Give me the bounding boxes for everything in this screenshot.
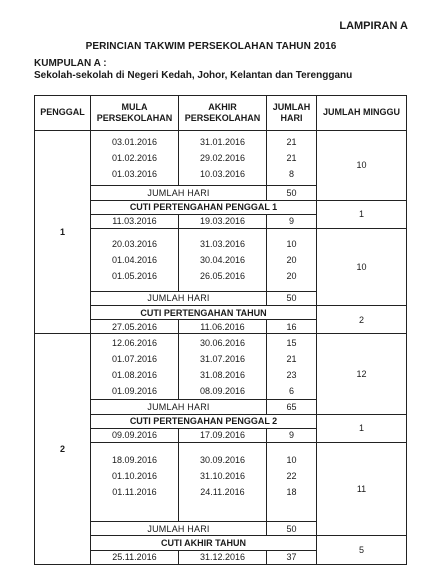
date: 01.07.2016 bbox=[111, 353, 158, 364]
header-jumlah-minggu: JUMLAH MINGGU bbox=[317, 96, 407, 131]
day-count: 21 bbox=[286, 353, 297, 364]
mula-cell bbox=[91, 443, 179, 522]
break-title: CUTI AKHIR TAHUN bbox=[91, 536, 317, 550]
date: 20.03.2016 bbox=[111, 238, 158, 249]
minggu-cell: 11 bbox=[317, 443, 407, 536]
day-count: 8 bbox=[288, 168, 294, 179]
akhir-cell bbox=[179, 228, 267, 291]
date: 24.11.2016 bbox=[200, 487, 245, 498]
minggu-cell: 5 bbox=[317, 536, 407, 565]
date: 30.06.2016 bbox=[199, 337, 246, 348]
states-subtitle: Sekolah-sekolah di Negeri Kedah, Johor, Kelantan dan Terengganu bbox=[34, 70, 353, 81]
break-title: CUTI PERTENGAHAN PENGGAL 1 bbox=[91, 200, 317, 214]
table-row bbox=[35, 334, 407, 400]
hari-cell bbox=[267, 130, 317, 186]
day-count: 20 bbox=[286, 254, 297, 265]
header-mula: MULA PERSEKOLAHAN bbox=[91, 96, 179, 131]
date: 01.09.2016 bbox=[111, 385, 158, 396]
break-title-row bbox=[35, 536, 407, 550]
date: 09.09.2016 bbox=[91, 428, 179, 442]
akhir-cell bbox=[179, 443, 267, 522]
day-count: 22 bbox=[286, 471, 297, 482]
date: 25.11.2016 bbox=[91, 550, 179, 564]
table-row bbox=[35, 130, 407, 186]
day-count: 9 bbox=[267, 214, 317, 228]
date: 18.09.2016 bbox=[111, 455, 158, 466]
jumlah-hari-label: JUMLAH HARI bbox=[91, 186, 267, 200]
day-count: 23 bbox=[286, 369, 297, 380]
date: 08.09.2016 bbox=[199, 385, 246, 396]
date: 01.11.2016 bbox=[112, 487, 157, 498]
day-count: 20 bbox=[286, 270, 297, 281]
penggal-2-cell: 2 bbox=[35, 334, 91, 565]
kumpulan-label: KUMPULAN A : bbox=[34, 58, 107, 69]
table-row bbox=[35, 228, 407, 291]
day-count: 10 bbox=[286, 238, 297, 249]
minggu-cell: 1 bbox=[317, 414, 407, 442]
date: 31.10.2016 bbox=[199, 471, 246, 482]
date: 01.02.2016 bbox=[111, 152, 158, 163]
table-row bbox=[35, 443, 407, 522]
day-count: 9 bbox=[267, 428, 317, 442]
header-jumlah-hari: JUMLAH HARI bbox=[267, 96, 317, 131]
break-title-row bbox=[35, 306, 407, 320]
date: 29.02.2016 bbox=[199, 152, 246, 163]
penggal-1-cell: 1 bbox=[35, 130, 91, 334]
date: 01.03.2016 bbox=[111, 168, 158, 179]
minggu-cell: 2 bbox=[317, 306, 407, 334]
day-count: 21 bbox=[286, 152, 297, 163]
hari-cell bbox=[267, 228, 317, 291]
date: 10.03.2016 bbox=[199, 168, 246, 179]
hari-cell bbox=[267, 443, 317, 522]
break-title-row bbox=[35, 414, 407, 428]
date: 01.10.2016 bbox=[111, 471, 158, 482]
header-penggal: PENGGAL bbox=[35, 96, 91, 131]
day-count: 16 bbox=[267, 320, 317, 334]
hari-cell bbox=[267, 334, 317, 400]
date: 12.06.2016 bbox=[111, 337, 158, 348]
date: 31.12.2016 bbox=[179, 550, 267, 564]
day-count: 10 bbox=[286, 455, 297, 466]
date: 31.08.2016 bbox=[199, 369, 246, 380]
date: 19.03.2016 bbox=[179, 214, 267, 228]
break-title: CUTI PERTENGAHAN TAHUN bbox=[91, 306, 317, 320]
minggu-cell: 10 bbox=[317, 130, 407, 200]
document-title: PERINCIAN TAKWIM PERSEKOLAHAN TAHUN 2016 bbox=[85, 41, 337, 52]
table-header-row bbox=[35, 96, 407, 131]
date: 01.04.2016 bbox=[111, 254, 158, 265]
total-days: 50 bbox=[267, 186, 317, 200]
date: 31.03.2016 bbox=[199, 238, 246, 249]
date: 11.03.2016 bbox=[91, 214, 179, 228]
date: 31.07.2016 bbox=[199, 353, 246, 364]
break-title-row bbox=[35, 200, 407, 214]
minggu-cell: 1 bbox=[317, 200, 407, 228]
total-days: 65 bbox=[267, 400, 317, 414]
akhir-cell bbox=[179, 130, 267, 186]
minggu-cell: 10 bbox=[317, 228, 407, 305]
day-count: 18 bbox=[286, 487, 297, 498]
jumlah-hari-label: JUMLAH HARI bbox=[91, 400, 267, 414]
total-days: 50 bbox=[267, 522, 317, 536]
total-days: 50 bbox=[267, 291, 317, 305]
mula-cell bbox=[91, 334, 179, 400]
day-count: 6 bbox=[288, 385, 294, 396]
day-count: 37 bbox=[267, 550, 317, 564]
jumlah-hari-label: JUMLAH HARI bbox=[91, 522, 267, 536]
mula-cell bbox=[91, 130, 179, 186]
date: 03.01.2016 bbox=[111, 136, 158, 147]
mula-cell bbox=[91, 228, 179, 291]
header-akhir: AKHIR PERSEKOLAHAN bbox=[179, 96, 267, 131]
date: 30.09.2016 bbox=[199, 455, 246, 466]
minggu-cell: 12 bbox=[317, 334, 407, 414]
jumlah-hari-label: JUMLAH HARI bbox=[91, 291, 267, 305]
day-count: 15 bbox=[286, 337, 297, 348]
day-count: 21 bbox=[286, 136, 297, 147]
date: 17.09.2016 bbox=[179, 428, 267, 442]
date: 01.08.2016 bbox=[111, 369, 158, 380]
akhir-cell bbox=[179, 334, 267, 400]
lampiran-label: LAMPIRAN A bbox=[339, 20, 408, 32]
date: 26.05.2016 bbox=[199, 270, 246, 281]
date: 31.01.2016 bbox=[199, 136, 246, 147]
break-title: CUTI PERTENGAHAN PENGGAL 2 bbox=[91, 414, 317, 428]
date: 11.06.2016 bbox=[179, 320, 267, 334]
date: 27.05.2016 bbox=[91, 320, 179, 334]
school-calendar-table bbox=[34, 95, 407, 565]
date: 01.05.2016 bbox=[111, 270, 158, 281]
date: 30.04.2016 bbox=[199, 254, 246, 265]
